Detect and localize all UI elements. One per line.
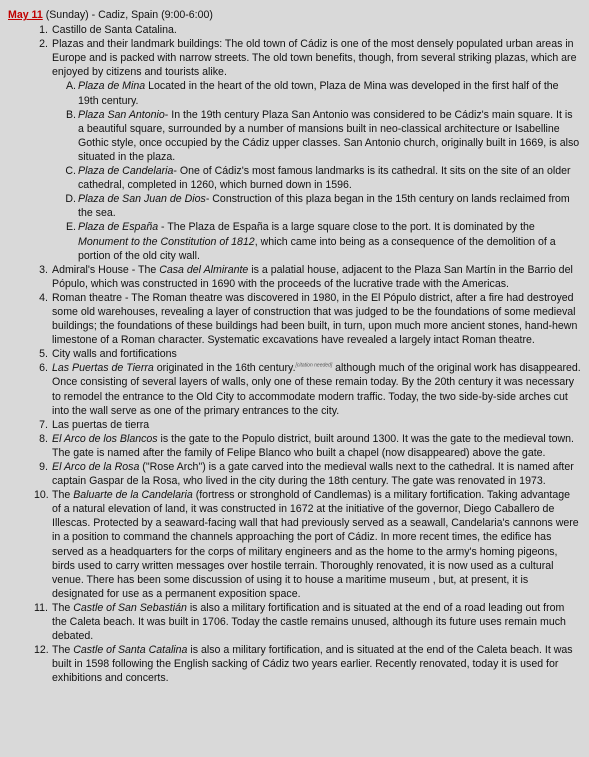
item-name: Casa del Almirante [159, 263, 249, 276]
item-text: Admiral's House - The [52, 263, 160, 276]
sub-text: - The Plaza de España is a large square close to the port. It is dominated by the [158, 221, 535, 234]
list-item [8, 291, 581, 347]
item-number: 8. [39, 432, 48, 445]
item-name: Castle of San Sebastián [73, 601, 187, 614]
list-item [8, 643, 581, 685]
item-number: 7. [39, 418, 48, 431]
item-text: (fortress or stronghold of Candlemas) is a military fortification. Taking advantage of a natural elevation of land, it was constructed in 1672 at the initiative of the governor, Diego Caballero de Illescas. Protected by a seaward-facing wall that had previously served as a seawall, Candelaria's cannons were in a position to command the channels approaching the port of Cádiz. In more recent times, the edifice has served as a headquarters for the corps of military engineers and as the home to the army's homing pigeons, birds used to carry written messages over hostile terrain. Thoroughly renovated, it is now used as a cultural venue. There has been some discussion of using it to house a maritime museum , but, at present, it is designated for use as a permanent exposition space. [52, 489, 579, 600]
item-name: El Arco de los Blancos [52, 432, 158, 445]
item-number: 10. [34, 489, 49, 502]
sub-text: - In the 19th century Plaza San Antonio was considered to be Cádiz's main square. It is a beautiful square, surrounded by a number of mansions built in neo-classical architecture or Isabelline Gothic style, once occupied by the Cádiz upper classes. San Antonio church, originally built in 1669, is also situated in the plaza. [78, 108, 580, 163]
plaza-name: Plaza de San Juan de Dios [78, 193, 206, 206]
item-number: 9. [39, 461, 48, 473]
item-number: 11. [34, 601, 48, 614]
item-text: The [52, 489, 74, 502]
sub-text: - One of Cádiz's most famous landmarks is its cathedral. It sits on the site of an older cathedral, completed in 1260, which burned down in 1596. [78, 165, 571, 192]
item-text: City walls and fortifications [52, 348, 177, 361]
monument-name: Monument to the Constitution of 1812 [78, 235, 255, 248]
item-number: 6. [39, 362, 48, 375]
list-item [8, 263, 581, 291]
sub-letter: B. [65, 108, 76, 121]
citation-needed-note: [citation needed] [295, 362, 333, 369]
list-item [8, 347, 581, 361]
item-text: Castillo de Santa Catalina. [52, 24, 177, 37]
sub-item [8, 220, 581, 262]
sub-text: , which came into being as a consequence of the demolition of a portion of the old city wall. [78, 235, 556, 262]
list-item [8, 361, 581, 417]
item-text: Roman theatre - The Roman theatre was discovered in 1980, in the El Pópulo district, after a fire had destroyed some old warehouses, revealing a layer of construction that was judged to be the foundations of some medieval buildings; the foundations of these buildings had been built, in turn, upon much more ancient stones, hand-hewn limestone of a Roman character. Systematic excavations have revealed a largely intact Roman theatre. [52, 291, 578, 347]
item-text: The [52, 644, 74, 657]
list-item [8, 601, 581, 643]
item-text: The [52, 601, 74, 614]
plaza-sublist [52, 79, 581, 262]
item-text: is a palatial house, adjacent to the Plaza San Martín in the Barrio del Pópulo, which was constructed in 1690 with the proceeds of the lucrative trade with the Americas. [52, 263, 573, 290]
sub-letter: A. [65, 80, 76, 93]
item-number: 5. [39, 348, 48, 361]
list-item [8, 460, 581, 488]
header-text: (Sunday) - Cadiz, Spain (9:00-6:00) [42, 9, 213, 21]
item-text: is also a military fortification, and is situated at the end of the Caleta beach. It was built in 1598 following the English sacking of Cádiz two years earlier. Recently renovated, today it is used for exhibitions and concerts. [52, 644, 573, 685]
sub-text: - Construction of this plaza began in the 15th century on lands reclaimed from the sea. [78, 193, 570, 220]
plaza-name: Plaza San Antonio [78, 108, 165, 121]
item-text: originated in the 16th century. [153, 362, 296, 375]
plaza-name: Plaza de España [78, 221, 159, 234]
item-text: ("Rose Arch") is a gate carved into the medieval walls next to the cathedral. It is named after captain Gaspar de la Rosa, who lived in the city during the 18th century. The gate was renovated in 1973. [52, 461, 574, 488]
item-name: Castle of Santa Catalina [73, 644, 188, 657]
item-number: 3. [39, 263, 48, 276]
list-item [8, 432, 581, 460]
list-item [8, 418, 581, 432]
sub-item [8, 108, 581, 164]
day-header [8, 8, 581, 22]
sub-letter: D. [65, 193, 76, 206]
plaza-name: Plaza de Candelaria [78, 165, 174, 178]
item-name: Las Puertas de Tierra [52, 362, 154, 375]
item-number: 2. [39, 38, 48, 51]
sub-item [8, 79, 581, 107]
list-item [8, 37, 581, 263]
sub-letter: C. [65, 165, 76, 178]
item-name: El Arco de la Rosa [52, 461, 140, 473]
date-label: May 11 [8, 9, 43, 21]
list-item [8, 23, 581, 37]
item-number: 1. [39, 24, 48, 37]
sub-text: Located in the heart of the old town, Plaza de Mina was developed in the first half of the 19th century. [78, 80, 559, 107]
item-text: although much of the original work has disappeared. Once consisting of several layers of walls, only one of these remain today. By the 20th century it was necessary to remodel the entrance to the Old City to accommodate modern traffic. Today, the two side-by-side arches cut into the wall serve as one of the primary entrances to the city. [52, 362, 581, 417]
sub-item [8, 192, 581, 220]
item-number: 12. [34, 644, 49, 657]
item-text: is also a military fortification and is situated at the end of a road leading out from the Caleta beach. It was built in 1706. Today the castle remains unused, although its future uses remain much debated. [52, 601, 566, 643]
item-text: is the gate to the Populo district, built around 1300. It was the gate to the medieval town. The gate is named after the family of Felipe Blanco who built a chapel (now disappeared) above the gate. [52, 432, 574, 459]
item-name: Baluarte de la Candelaria [73, 489, 193, 502]
sub-item [8, 164, 581, 192]
itinerary-list [8, 23, 581, 685]
plaza-name: Plaza de Mina [78, 80, 146, 93]
item-number: 4. [39, 291, 48, 304]
list-item [8, 488, 581, 601]
item-text: Las puertas de tierra [52, 418, 150, 431]
item-text: Plazas and their landmark buildings: The old town of Cádiz is one of the most densely populated urban areas in Europe and is packed with narrow streets. The old town benefits, though, from several striking plazas, which are enjoyed by citizens and tourists alike. [52, 38, 577, 79]
sub-letter: E. [65, 221, 76, 234]
